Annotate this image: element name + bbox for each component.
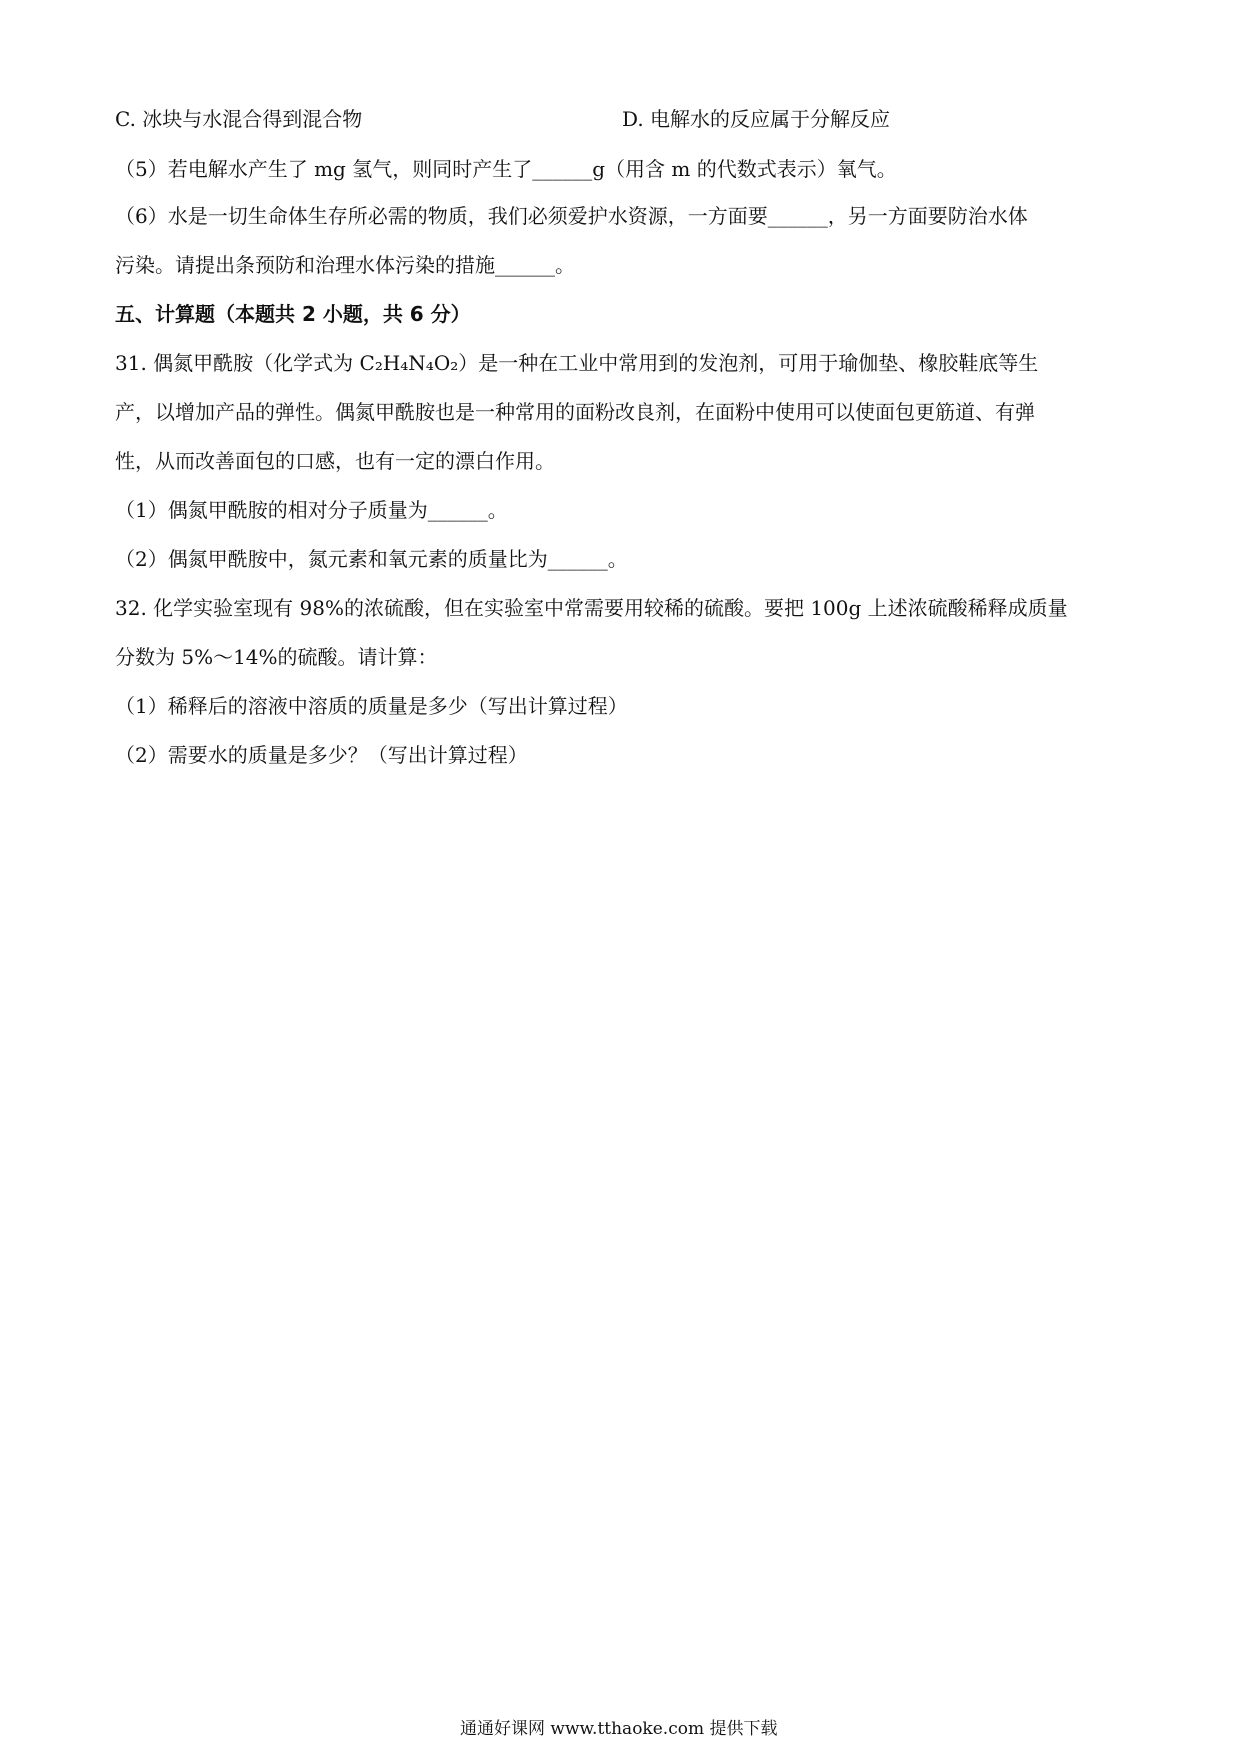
line-sub5: （5）若电解水产生了 mg 氢气，则同时产生了______g（用含 m 的代数式表示）氧气。	[115, 157, 897, 181]
q32-line-2: 分数为 5%～14%的硫酸。请计算：	[115, 645, 438, 669]
q31-line-2: 产，以增加产品的弹性。偶氮甲酰胺也是一种常用的面粉改良剂，在面粉中使用可以使面包更筋道、有弹	[115, 400, 1035, 424]
line-sub6-2: 污染。请提出条预防和治理水体污染的措施______。	[115, 253, 575, 277]
q32-sub2: （2）需要水的质量是多少？（写出计算过程）	[115, 743, 528, 767]
q31-sub1: （1）偶氮甲酰胺的相对分子质量为______。	[115, 498, 508, 522]
section-heading: 五、计算题（本题共 2 小题，共 6 分）	[115, 302, 471, 326]
q32-line-1: 32. 化学实验室现有 98%的浓硫酸，但在实验室中常需要用较稀的硫酸。要把 100g 上述浓硫酸稀释成质量	[115, 596, 1068, 620]
line-option-d: D. 电解水的反应属于分解反应	[622, 107, 891, 131]
q31-line-3: 性，从而改善面包的口感，也有一定的漂白作用。	[115, 449, 555, 473]
q31-line-1: 31. 偶氮甲酰胺（化学式为 C₂H₄N₄O₂）是一种在工业中常用到的发泡剂，可用于瑜伽垫、橡胶鞋底等生	[115, 351, 1039, 375]
q31-sub2: （2）偶氮甲酰胺中，氮元素和氧元素的质量比为______。	[115, 547, 628, 571]
q32-sub1: （1）稀释后的溶液中溶质的质量是多少（写出计算过程）	[115, 694, 628, 718]
line-sub6-1: （6）水是一切生命体生存所必需的物质，我们必须爱护水资源，一方面要______，另一方面要防治水体	[115, 204, 1028, 228]
line-option-c: C. 冰块与水混合得到混合物	[115, 107, 363, 131]
footer-note: 通通好课网 www.tthaoke.com 提供下载	[460, 1719, 778, 1739]
